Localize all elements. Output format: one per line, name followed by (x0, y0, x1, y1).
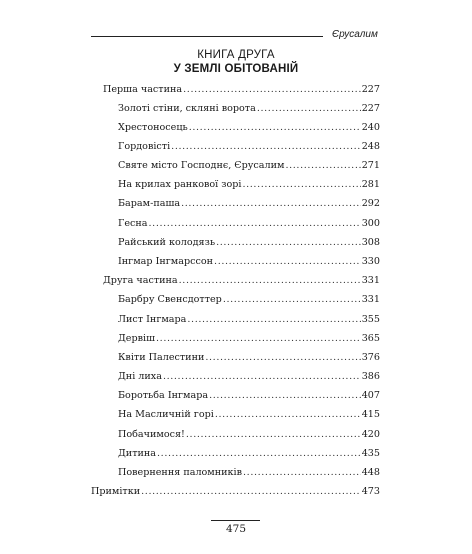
toc-entry-page: 331 (361, 275, 380, 286)
toc-entry-page: 330 (361, 256, 380, 267)
toc-entry-label: На крилах ранкової зорі (118, 179, 242, 190)
toc-entry (118, 103, 380, 115)
leader-dots (171, 141, 361, 153)
page-number: 475 (225, 523, 247, 535)
leader-dots (257, 103, 361, 115)
toc-entry (118, 294, 380, 306)
toc-entry-label: Барам-паша (118, 198, 181, 209)
toc-entry-label: Повернення паломників (118, 467, 243, 478)
toc-entry-page: 281 (361, 179, 380, 190)
toc-entry-page: 331 (361, 294, 380, 305)
toc-entry (118, 314, 380, 326)
toc-entry-part-two (103, 275, 380, 287)
toc-entry (118, 333, 380, 345)
footer-rule (211, 520, 260, 521)
toc-entry (118, 448, 380, 460)
leader-dots (216, 237, 361, 249)
toc-entry-label: Друга частина (103, 275, 178, 286)
leader-dots (223, 294, 361, 306)
toc-entry-label: Барбру Свенсдоттер (118, 294, 222, 305)
leader-dots (157, 448, 361, 460)
leader-dots (141, 486, 361, 498)
toc-entry-page: 248 (361, 141, 380, 152)
toc-entry-page: 355 (361, 314, 380, 325)
leader-dots (189, 122, 361, 134)
leader-dots (243, 467, 361, 479)
toc-entry-label: Гесна (118, 218, 148, 229)
toc-entry (118, 122, 380, 134)
toc-entry-page: 420 (361, 429, 380, 440)
toc-entry-label: Квіти Палестини (118, 352, 205, 363)
toc-entry-label: Дні лиха (118, 371, 162, 382)
leader-dots (163, 371, 361, 383)
toc-entry-label: Святе місто Господнє, Єрусалим (118, 160, 285, 171)
toc-entry-page: 365 (361, 333, 380, 344)
toc-entry (118, 141, 380, 153)
toc-entry-label: Хрестоносець (118, 122, 188, 133)
toc-entry-page: 271 (361, 160, 380, 171)
toc-entry-page: 227 (361, 103, 380, 114)
toc-entry (118, 198, 380, 210)
toc-entry-label: Боротьба Інгмара (118, 390, 209, 401)
leader-dots (186, 429, 361, 441)
leader-dots (242, 179, 360, 191)
toc-entry-label: Золоті стіни, скляні ворота (118, 103, 256, 114)
toc-entry-notes (91, 486, 380, 498)
book-title: КНИГА ДРУГА (197, 49, 275, 61)
toc-entry-page: 240 (361, 122, 380, 133)
book-subtitle: У ЗЕМЛІ ОБІТОВАНІЙ (173, 63, 299, 75)
toc-entry-page: 376 (361, 352, 380, 363)
toc-entry-label: Побачимося! (118, 429, 185, 440)
leader-dots (215, 409, 361, 421)
toc-entry-label: Дервіш (118, 333, 156, 344)
toc-entry (118, 429, 380, 441)
toc-entry (118, 409, 380, 421)
toc-entry (118, 352, 380, 364)
toc-entry (118, 371, 380, 383)
toc-entry (118, 218, 380, 230)
toc-entry-page: 435 (361, 448, 380, 459)
toc-entry-label: Райський колодязь (118, 237, 216, 248)
toc-entry-label: Примітки (91, 486, 141, 497)
toc-entry (118, 467, 380, 479)
toc-entry-label: Лист Інгмара (118, 314, 187, 325)
leader-dots (149, 218, 361, 230)
toc-entry (118, 179, 380, 191)
toc-entry (118, 390, 380, 402)
leader-dots (187, 314, 360, 326)
toc-entry-page: 407 (361, 390, 380, 401)
toc-entry-label: Інгмар Інгмарссон (118, 256, 214, 267)
toc-entry-page: 300 (361, 218, 380, 229)
toc-entry-page: 308 (361, 237, 380, 248)
toc-entry-page: 292 (361, 198, 380, 209)
toc-entry-page: 415 (361, 409, 380, 420)
toc-entry-label: Перша частина (103, 84, 183, 95)
leader-dots (156, 333, 361, 345)
leader-dots (179, 275, 361, 287)
toc-entry-page: 386 (361, 371, 380, 382)
leader-dots (209, 390, 361, 402)
toc-entry-page: 473 (361, 486, 380, 497)
toc-entry-label: Дитина (118, 448, 157, 459)
leader-dots (205, 352, 360, 364)
toc-entry-page: 227 (361, 84, 380, 95)
leader-dots (181, 198, 361, 210)
header-rule (91, 36, 323, 37)
running-head: Єрусалим (332, 29, 378, 40)
toc-entry-label: Гордовісті (118, 141, 171, 152)
toc-entry-label: На Масличній горі (118, 409, 214, 420)
toc-entry (118, 237, 380, 249)
toc-entry (118, 256, 380, 268)
toc-entry (118, 160, 380, 172)
leader-dots (214, 256, 361, 268)
toc-entry-page: 448 (361, 467, 380, 478)
toc-entry-part-one (103, 84, 380, 96)
leader-dots (285, 160, 360, 172)
leader-dots (183, 84, 361, 96)
